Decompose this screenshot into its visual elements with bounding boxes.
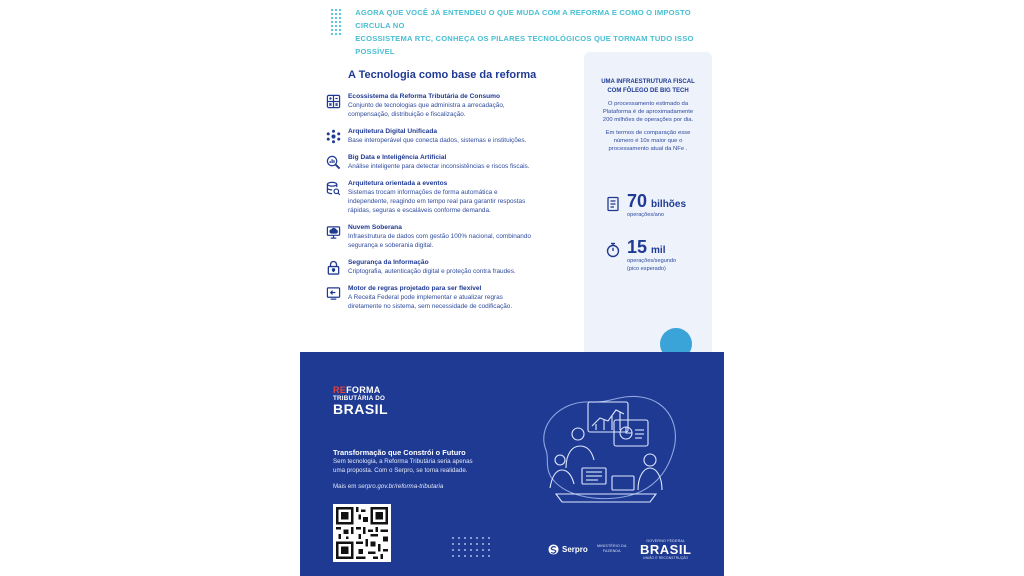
section-title: A Tecnologia como base da reforma [348, 69, 537, 81]
footer-title: Transformação que Constrói o Futuro [333, 448, 466, 457]
rules-engine-icon [326, 286, 341, 301]
cloud-monitor-icon [326, 225, 341, 240]
card-paragraph-1: O processamento estimado da Plataforma é de aproximadamente 200 milhões de operações por dia. [602, 101, 694, 123]
document-icon [606, 196, 620, 212]
reforma-tributaria-logo: REFORMA TRIBUTÁRIA DO BRASIL [333, 385, 389, 417]
stat-operations-year [606, 192, 686, 220]
database-search-icon [326, 181, 341, 196]
stat-label: operações/segundo [627, 258, 677, 264]
stat-label: (pico esperado) [627, 265, 666, 272]
list-item: Arquitetura Digital Unificada Base interoperável que conecta dados, sistemas e instituições. [326, 127, 584, 145]
pillars-list [326, 92, 584, 319]
list-item: Nuvem Soberana Infraestrutura de dados com gestão 100% nacional, combinando segurança e soberania digital. [326, 223, 584, 251]
more-info: Mais em serpro.gov.br/reforma-tributaria [333, 483, 444, 490]
dots-decoration [450, 535, 490, 559]
governo-federal-logo: GOVERNO FEDERAL BRASIL UNIÃO E RECONSTRUÇÃO [640, 539, 692, 560]
card-paragraph-2: Em termos de comparação esse número é 10x maior que o processamento atual da NFe . [605, 130, 691, 152]
intro-text: AGORA QUE VOCÊ JÁ ENTENDEU O QUE MUDA COM A REFORMA E COMO O IMPOSTO CIRCULA NO ECOSSISTEMA RTC, CONHEÇA OS PILARES TECNOLÓGICOS QUE TORNAM TUDO ISSO POSSÍVEL [355, 8, 694, 56]
network-icon [326, 129, 341, 144]
qr-code[interactable] [333, 504, 391, 562]
footer-panel [300, 352, 724, 576]
footer-description: Sem tecnologia, a Reforma Tributária seria apenas uma proposta. Com o Serpro, se torna realidade. [333, 458, 473, 474]
list-item: Ecossistema da Reforma Tributária de Consumo Conjunto de tecnologias que administra a arrecadação, compensação, distribuição e fiscalização. [326, 92, 584, 120]
list-item: Segurança da Informação Criptografia, autenticação digital e proteção contra fraudes. [326, 258, 584, 276]
more-info-link[interactable]: serpro.gov.br/reforma-tributaria [358, 483, 444, 490]
list-item: Arquitetura orientada a eventos Sistemas trocam informações de forma automática e independente, reagindo em tempo real para garantir respostas rápidas, seguras e escaláveis conforme demanda. [326, 179, 584, 216]
dots-decoration [330, 8, 343, 36]
lock-icon [326, 260, 341, 275]
analytics-search-icon [326, 155, 341, 170]
list-item: Motor de regras projetado para ser flexível A Receita Federal pode implementar e atualizar regras diretamente no sistema, sem necessidade de codificação. [326, 284, 584, 312]
infographic-page [300, 0, 724, 576]
stat-operations-second [606, 238, 676, 273]
ministerio-fazenda-logo: MINISTÉRIO DA FAZENDA [597, 544, 627, 553]
calculator-icon [326, 94, 341, 109]
stat-label: operações/ano [627, 212, 665, 218]
stat-value: 15 [627, 237, 648, 257]
stopwatch-icon [606, 242, 620, 258]
serpro-logo: Serpro [548, 544, 588, 555]
card-title: UMA INFRAESTRUTURA FISCAL COM FÔLEGO DE BIG TECH [601, 79, 695, 94]
intro-banner [330, 6, 720, 58]
team-analytics-illustration [526, 390, 686, 510]
stat-unit: bilhões [651, 199, 687, 210]
infrastructure-card [584, 52, 712, 358]
list-item: Big Data e Inteligência Artificial Análise inteligente para detectar inconsistências e riscos fiscais. [326, 153, 584, 171]
serpro-icon [548, 544, 559, 555]
stat-value: 70 [627, 191, 648, 211]
stat-unit: mil [651, 245, 666, 256]
